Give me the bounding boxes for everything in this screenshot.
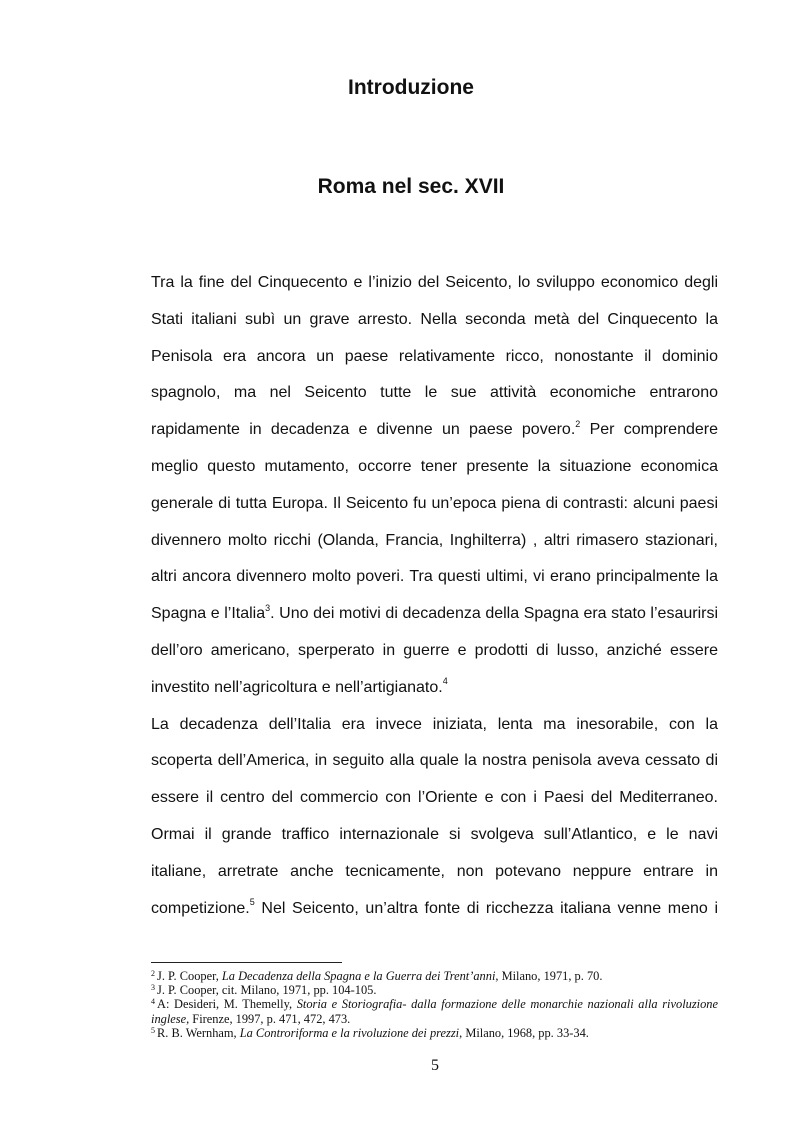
body-line: divennero molto ricchi (Olanda, Francia, Inghilterra) , altri rimasero stazionari, bbox=[151, 531, 718, 549]
body-line-text: investito nell’agricoltura e nell’artigianato. bbox=[151, 678, 443, 696]
page-number: 5 bbox=[431, 1057, 439, 1074]
footnote-text: J. P. Cooper, cit. Milano, 1971, pp. 104-105. bbox=[157, 983, 377, 998]
footnote-4 bbox=[151, 997, 718, 1025]
footnote-number: 5 bbox=[151, 1025, 155, 1035]
body-line bbox=[151, 670, 718, 707]
body-text bbox=[151, 265, 718, 927]
body-line-text: competizione. bbox=[151, 899, 250, 917]
footnote-text: , Milano, 1968, pp. 33-34. bbox=[459, 1025, 589, 1040]
footnote-title: La Controriforma e la rivoluzione dei prezzi bbox=[239, 1025, 460, 1040]
footnote-ref[interactable]: 4 bbox=[442, 676, 448, 687]
footnote-ref[interactable]: 2 bbox=[575, 418, 581, 429]
body-line: italiane, arretrate anche tecnicamente, non potevano neppure entrare in bbox=[151, 862, 718, 880]
body-line: Stati italiani subì un grave arresto. Nella seconda metà del Cinquecento la bbox=[151, 310, 718, 328]
footnote-text: , Milano, 1971, p. 70. bbox=[495, 969, 603, 983]
footnote-title: Storia e Storiografia- dalla formazione delle monarchie nazionali alla rivoluzione inglese, bbox=[151, 997, 718, 1026]
body-line: meglio questo mutamento, occorre tener presente la situazione economica bbox=[151, 457, 718, 475]
footnote-3 bbox=[151, 983, 718, 997]
footnote-text: J. P. Cooper, bbox=[157, 969, 222, 983]
body-line: Penisola era ancora un paese relativamente ricco, nonostante il dominio bbox=[151, 347, 718, 365]
body-line-text: Spagna e l’Italia bbox=[151, 605, 266, 623]
footnote-number: 2 bbox=[151, 969, 155, 978]
body-line bbox=[151, 891, 718, 928]
footnote-text: Firenze, 1997, p. 471, 472, 473. bbox=[189, 1011, 351, 1026]
body-line: scoperta dell’America, in seguito alla quale la nostra penisola aveva cessato di bbox=[151, 752, 718, 770]
body-line: La decadenza dell’Italia era invece iniziata, lenta ma inesorabile, con la bbox=[151, 715, 718, 733]
footnote-title: La Decadenza della Spagna e la Guerra dei Trent’anni bbox=[221, 969, 496, 983]
footnote-separator bbox=[151, 962, 342, 963]
body-line: Ormai il grande traffico internazionale si svolgeva sull’Atlantico, e le navi bbox=[151, 825, 718, 843]
footnote-number: 4 bbox=[151, 997, 155, 1007]
footnote-ref[interactable]: 3 bbox=[265, 602, 271, 613]
body-line: altri ancora divennero molto poveri. Tra questi ultimi, vi erano principalmente la bbox=[151, 568, 718, 586]
footnote-5 bbox=[151, 1026, 718, 1040]
footnote-number: 3 bbox=[151, 983, 155, 993]
body-line-text: Nel Seicento, un’altra fonte di ricchezza italiana venne meno i bbox=[254, 899, 718, 917]
footnote-text: R. B. Wernham, bbox=[157, 1025, 240, 1040]
body-line bbox=[151, 596, 718, 633]
body-line bbox=[151, 412, 718, 449]
body-line: essere il centro del commercio con l’Oriente e con i Paesi del Mediterraneo. bbox=[151, 789, 718, 807]
footnote-text: A: Desideri, M. Themelly, bbox=[157, 997, 297, 1012]
body-line-text: rapidamente in decadenza e divenne un paese povero. bbox=[151, 421, 576, 439]
body-line-text: . Uno dei motivi di decadenza della Spagna era stato l’esaurirsi bbox=[270, 605, 718, 623]
footnote-2 bbox=[151, 969, 718, 983]
chapter-title: Introduzione bbox=[348, 76, 474, 99]
body-line: generale di tutta Europa. Il Seicento fu un’epoca piena di contrasti: alcuni paesi bbox=[151, 494, 718, 512]
footnote-ref[interactable]: 5 bbox=[249, 897, 255, 908]
body-line: dell’oro americano, sperperato in guerre e prodotti di lusso, anziché essere bbox=[151, 641, 718, 659]
body-line: Tra la fine del Cinquecento e l’inizio del Seicento, lo sviluppo economico degli bbox=[151, 274, 718, 291]
footnotes bbox=[151, 969, 718, 1040]
body-line: spagnolo, ma nel Seicento tutte le sue attività economiche entrarono bbox=[151, 384, 718, 402]
body-line-text: Per comprendere bbox=[580, 421, 719, 439]
section-title: Roma nel sec. XVII bbox=[317, 175, 505, 198]
